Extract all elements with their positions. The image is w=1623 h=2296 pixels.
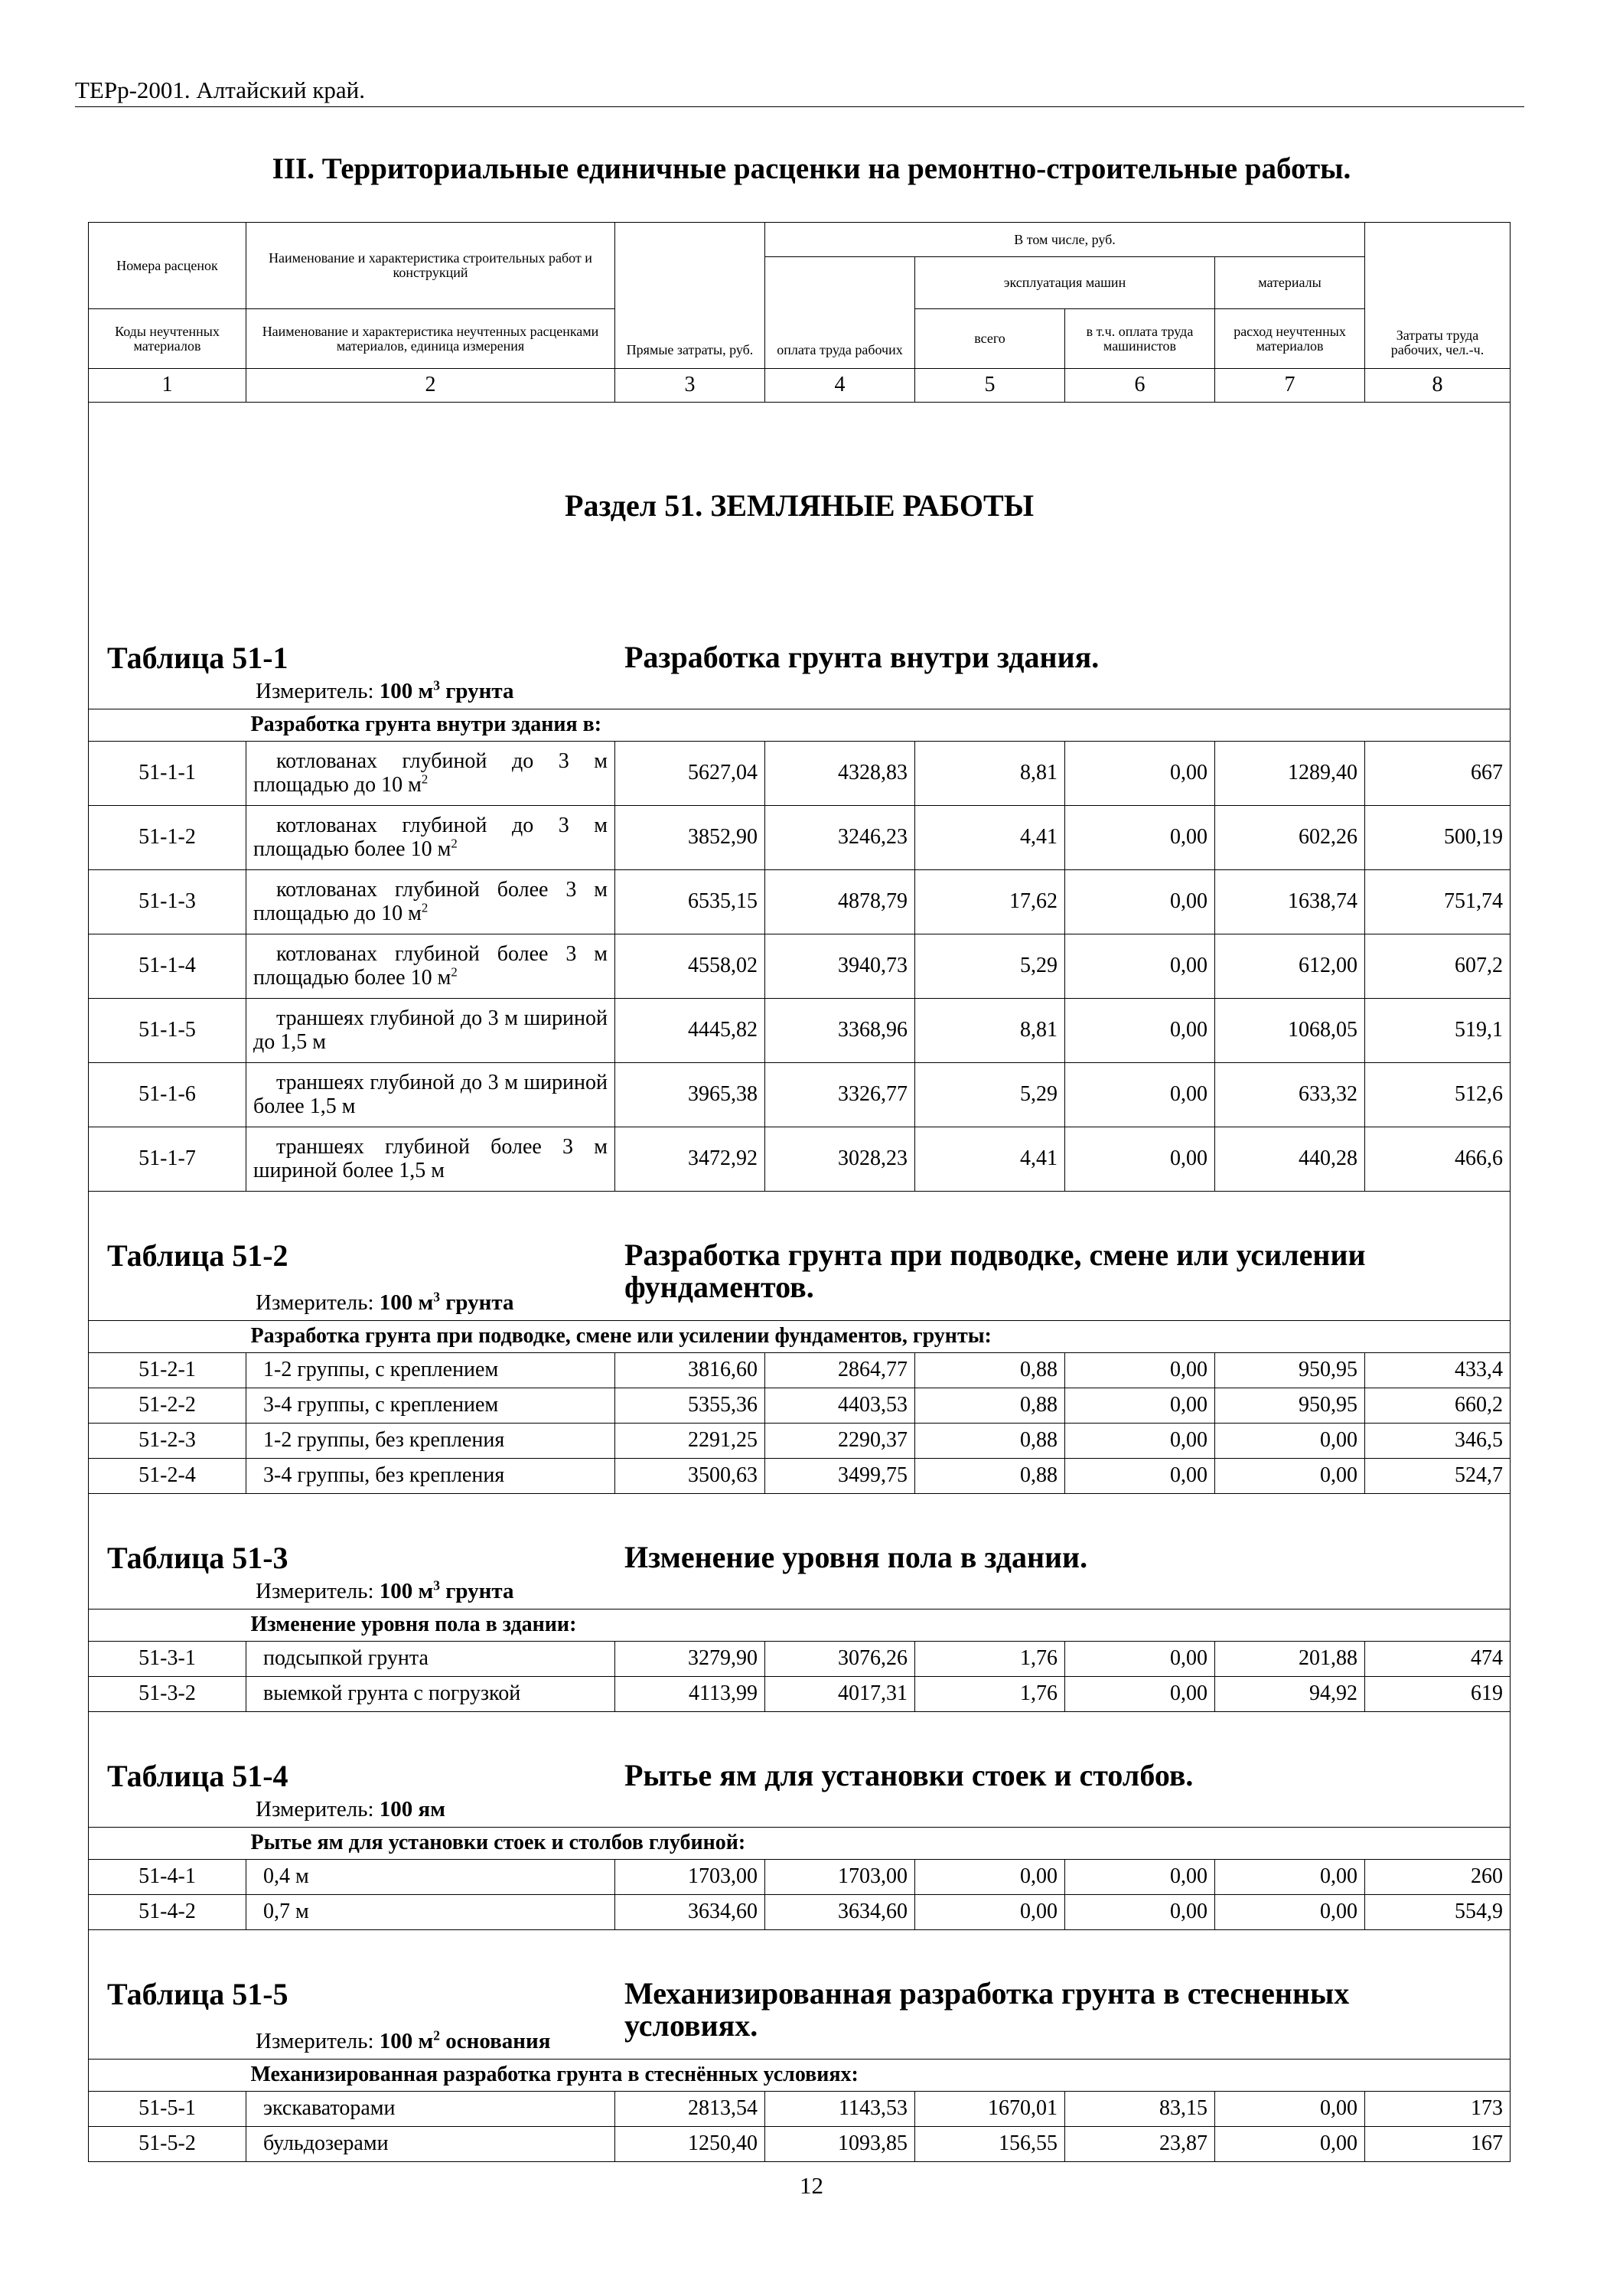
value-mpay: 83,15: [1065, 2092, 1215, 2127]
value-mach: 5,29: [915, 1063, 1065, 1127]
header-material-codes: Коды неучтенных материалов: [89, 309, 246, 369]
work-name-text: подсыпкой грунта: [263, 1646, 429, 1671]
table-label: Таблица 51-3: [107, 1541, 288, 1575]
value-mat: 1289,40: [1215, 742, 1365, 806]
value-mat: 0,00: [1215, 1860, 1365, 1895]
value-labor: 512,6: [1365, 1063, 1511, 1127]
value-pay: 4017,31: [765, 1677, 915, 1712]
table-measure: [256, 2027, 551, 2054]
group-code-cell: [89, 1321, 246, 1353]
work-name-text: траншеях глубиной до 3 м шириной более 1,5 м: [253, 1070, 608, 1118]
table-row: [89, 870, 1511, 934]
group-code-cell: [89, 709, 246, 742]
work-name-power: 2: [451, 964, 458, 980]
group-title: Разработка грунта при подводке, смене или усилении фундаментов, грунты:: [246, 1321, 1511, 1353]
rate-code: 51-1-5: [89, 999, 246, 1063]
work-name: [246, 806, 615, 870]
group-title: Разработка грунта внутри здания в:: [246, 709, 1511, 742]
work-name-power: 2: [421, 900, 429, 915]
work-name-text: 3-4 группы, с креплением: [263, 1393, 499, 1417]
value-mpay: 0,00: [1065, 1677, 1215, 1712]
value-direct: 4445,82: [615, 999, 765, 1063]
measure-prefix: Измеритель:: [256, 1290, 374, 1316]
value-labor: 500,19: [1365, 806, 1511, 870]
value-mat: 633,32: [1215, 1063, 1365, 1127]
group-title: Механизированная разработка грунта в стеснённых условиях:: [246, 2060, 1511, 2092]
value-direct: 4113,99: [615, 1677, 765, 1712]
value-mach: 5,29: [915, 934, 1065, 999]
value-labor: 167: [1365, 2127, 1511, 2162]
value-mach: 1670,01: [915, 2092, 1065, 2127]
value-pay: 1143,53: [765, 2092, 915, 2127]
work-name: [246, 1895, 615, 1930]
value-labor: 524,7: [1365, 1459, 1511, 1494]
work-name: [246, 934, 615, 999]
table-row: [89, 1459, 1511, 1494]
value-direct: 3279,90: [615, 1642, 765, 1677]
rate-code: 51-5-1: [89, 2092, 246, 2127]
work-name: [246, 742, 615, 806]
measure-unit-power: 3: [433, 1289, 440, 1305]
value-mpay: 0,00: [1065, 1127, 1215, 1192]
table-heading: [89, 1712, 1511, 1828]
value-mat: 1068,05: [1215, 999, 1365, 1063]
measure-object: грунта: [440, 1290, 514, 1316]
value-mat: 0,00: [1215, 1424, 1365, 1459]
value-direct: 3816,60: [615, 1353, 765, 1388]
measure-prefix: Измеритель:: [256, 2029, 374, 2054]
value-mpay: 0,00: [1065, 999, 1215, 1063]
value-direct: 3472,92: [615, 1127, 765, 1192]
table-heading: [89, 1494, 1511, 1609]
section-row: [89, 403, 1511, 595]
value-direct: 1703,00: [615, 1860, 765, 1895]
work-name-text: бульдозерами: [263, 2131, 389, 2156]
group-title: Рытье ям для установки стоек и столбов глубиной:: [246, 1828, 1511, 1860]
column-number: 5: [915, 369, 1065, 403]
value-mat: 94,92: [1215, 1677, 1365, 1712]
work-name: [246, 2127, 615, 2162]
rate-code: 51-1-2: [89, 806, 246, 870]
value-direct: 5355,36: [615, 1388, 765, 1424]
value-direct: 1250,40: [615, 2127, 765, 2162]
rate-code: 51-1-4: [89, 934, 246, 999]
value-mpay: 0,00: [1065, 806, 1215, 870]
value-pay: 4328,83: [765, 742, 915, 806]
work-name: [246, 1677, 615, 1712]
value-pay: 3326,77: [765, 1063, 915, 1127]
work-name: [246, 870, 615, 934]
value-direct: 3852,90: [615, 806, 765, 870]
value-labor: 433,4: [1365, 1353, 1511, 1388]
measure-prefix: Измеритель:: [256, 679, 374, 704]
work-name-text: экскаваторами: [263, 2096, 396, 2121]
value-direct: 3634,60: [615, 1895, 765, 1930]
value-labor: 667: [1365, 742, 1511, 806]
group-row: [89, 1828, 1511, 1860]
rate-code: 51-2-4: [89, 1459, 246, 1494]
rate-code: 51-3-1: [89, 1642, 246, 1677]
table-row: [89, 1642, 1511, 1677]
value-labor: 260: [1365, 1860, 1511, 1895]
measure-unit: 100 ям: [379, 1797, 445, 1822]
value-mach: 8,81: [915, 999, 1065, 1063]
group-code-cell: [89, 1609, 246, 1642]
value-mpay: 0,00: [1065, 1353, 1215, 1388]
value-labor: 173: [1365, 2092, 1511, 2127]
value-pay: 4403,53: [765, 1388, 915, 1424]
rate-code: 51-2-3: [89, 1424, 246, 1459]
rate-code: 51-1-6: [89, 1063, 246, 1127]
column-number: 4: [765, 369, 915, 403]
work-name: [246, 1860, 615, 1895]
value-labor: 519,1: [1365, 999, 1511, 1063]
work-name: [246, 1424, 615, 1459]
value-mach: 4,41: [915, 1127, 1065, 1192]
header-labor: Затраты труда рабочих, чел.-ч.: [1365, 223, 1511, 369]
group-row: [89, 2060, 1511, 2092]
group-row: [89, 1609, 1511, 1642]
measure-unit: 100 м: [379, 1579, 434, 1604]
value-labor: 474: [1365, 1642, 1511, 1677]
group-title: Изменение уровня пола в здании:: [246, 1609, 1511, 1642]
header-materials: материалы: [1215, 257, 1365, 309]
work-name-text: котлованах глубиной более 3 м площадью более 10 м: [253, 941, 608, 990]
value-mat: 0,00: [1215, 1459, 1365, 1494]
measure-object: основания: [440, 2029, 551, 2054]
column-number: 8: [1365, 369, 1511, 403]
value-direct: 3500,63: [615, 1459, 765, 1494]
table-row: [89, 1127, 1511, 1192]
value-mat: 0,00: [1215, 1895, 1365, 1930]
value-direct: 3965,38: [615, 1063, 765, 1127]
table-row: [89, 2127, 1511, 2162]
value-mach: 0,88: [915, 1424, 1065, 1459]
table-label: Таблица 51-1: [107, 641, 288, 675]
value-mat: 0,00: [1215, 2092, 1365, 2127]
table-row: [89, 1895, 1511, 1930]
table-row: [89, 742, 1511, 806]
group-row: [89, 709, 1511, 742]
value-pay: 1093,85: [765, 2127, 915, 2162]
value-labor: 466,6: [1365, 1127, 1511, 1192]
value-mach: 1,76: [915, 1642, 1065, 1677]
header-including: В том числе, руб.: [765, 223, 1365, 257]
table-row: [89, 1353, 1511, 1388]
value-mach: 0,88: [915, 1459, 1065, 1494]
work-name-text: котлованах глубиной более 3 м площадью до 10 м: [253, 877, 608, 925]
value-pay: 4878,79: [765, 870, 915, 934]
table-title: Разработка грунта внутри здания.: [624, 640, 1100, 674]
rate-code: 51-3-2: [89, 1677, 246, 1712]
measure-unit: 100 м: [379, 2029, 434, 2054]
value-mat: 602,26: [1215, 806, 1365, 870]
table-heading-row: [89, 1494, 1511, 1609]
table-label: Таблица 51-5: [107, 1977, 288, 2011]
table-title: Изменение уровня пола в здании.: [624, 1540, 1088, 1574]
work-name-text: выемкой грунта с погрузкой: [263, 1681, 521, 1706]
work-name: [246, 1459, 615, 1494]
value-pay: 3499,75: [765, 1459, 915, 1494]
table-heading-row: [89, 594, 1511, 709]
value-pay: 3368,96: [765, 999, 915, 1063]
value-mach: 0,00: [915, 1895, 1065, 1930]
table-title: Механизированная разработка грунта в стесненных условиях.: [624, 1976, 1350, 2043]
table-row: [89, 1063, 1511, 1127]
value-labor: 751,74: [1365, 870, 1511, 934]
work-name-text: котлованах глубиной до 3 м площадью до 10 м: [253, 748, 608, 797]
work-name: [246, 1127, 615, 1192]
rate-code: 51-4-1: [89, 1860, 246, 1895]
table-label: Таблица 51-2: [107, 1238, 288, 1273]
work-name-text: 1-2 группы, с креплением: [263, 1358, 499, 1382]
group-code-cell: [89, 1828, 246, 1860]
value-labor: 660,2: [1365, 1388, 1511, 1424]
value-mpay: 0,00: [1065, 1388, 1215, 1424]
header-rate-numbers: Номера расценок: [89, 223, 246, 309]
value-mach: 0,00: [915, 1860, 1065, 1895]
rate-code: 51-2-2: [89, 1388, 246, 1424]
table-measure: [256, 1798, 445, 1822]
value-direct: 2813,54: [615, 2092, 765, 2127]
value-direct: 2291,25: [615, 1424, 765, 1459]
work-name: [246, 1388, 615, 1424]
group-row: [89, 1321, 1511, 1353]
value-pay: 1703,00: [765, 1860, 915, 1895]
value-labor: 607,2: [1365, 934, 1511, 999]
table-measure: [256, 677, 514, 704]
rate-code: 51-4-2: [89, 1895, 246, 1930]
header-direct-costs: Прямые затраты, руб.: [615, 223, 765, 369]
value-mpay: 0,00: [1065, 1063, 1215, 1127]
table-label: Таблица 51-4: [107, 1759, 288, 1793]
value-direct: 6535,15: [615, 870, 765, 934]
value-labor: 346,5: [1365, 1424, 1511, 1459]
value-mpay: 23,87: [1065, 2127, 1215, 2162]
value-pay: 2290,37: [765, 1424, 915, 1459]
value-mat: 1638,74: [1215, 870, 1365, 934]
table-title: Разработка грунта при подводке, смене или усилении фундаментов.: [624, 1238, 1366, 1304]
value-mach: 0,88: [915, 1353, 1065, 1388]
work-name-text: 3-4 группы, без крепления: [263, 1463, 505, 1488]
work-name: [246, 1642, 615, 1677]
rates-table: [88, 222, 1511, 2162]
value-mat: 0,00: [1215, 2127, 1365, 2162]
table-heading-row: [89, 1712, 1511, 1828]
value-mach: 1,76: [915, 1677, 1065, 1712]
table-row: [89, 1388, 1511, 1424]
work-name-text: 1-2 группы, без крепления: [263, 1428, 505, 1453]
header-machines-total: всего: [915, 309, 1065, 369]
value-mpay: 0,00: [1065, 934, 1215, 999]
table-heading: [89, 1192, 1511, 1321]
work-name-text: траншеях глубиной до 3 м шириной до 1,5 м: [253, 1006, 608, 1054]
work-name-text: 0,7 м: [263, 1900, 309, 1924]
value-mat: 440,28: [1215, 1127, 1365, 1192]
table-heading-row: [89, 1930, 1511, 2060]
measure-prefix: Измеритель:: [256, 1579, 374, 1604]
value-labor: 554,9: [1365, 1895, 1511, 1930]
measure-object: грунта: [440, 679, 514, 704]
table-row: [89, 1424, 1511, 1459]
table-row: [89, 1860, 1511, 1895]
value-labor: 619: [1365, 1677, 1511, 1712]
table-heading-row: [89, 1192, 1511, 1321]
rate-code: 51-1-3: [89, 870, 246, 934]
work-name: [246, 999, 615, 1063]
measure-unit-power: 3: [433, 1577, 440, 1593]
group-code-cell: [89, 2060, 246, 2092]
table-heading: [89, 1930, 1511, 2060]
value-mat: 950,95: [1215, 1353, 1365, 1388]
value-mpay: 0,00: [1065, 1424, 1215, 1459]
table-row: [89, 2092, 1511, 2127]
value-direct: 5627,04: [615, 742, 765, 806]
work-name-power: 2: [451, 836, 458, 851]
header-workers-pay: оплата труда рабочих: [765, 257, 915, 369]
column-number: 7: [1215, 369, 1365, 403]
work-name-text: котлованах глубиной до 3 м площадью более 10 м: [253, 813, 608, 861]
header-row-1: [89, 223, 1511, 257]
page-number: 12: [800, 2172, 823, 2199]
value-mach: 156,55: [915, 2127, 1065, 2162]
value-pay: 3076,26: [765, 1642, 915, 1677]
page-title: III. Территориальные единичные расценки на ремонтно-строительные работы.: [272, 152, 1351, 185]
header-material-name: Наименование и характеристика неучтенных расценками материалов, единица измерения: [246, 309, 615, 369]
column-number: 1: [89, 369, 246, 403]
header-machinists-pay: в т.ч. оплата труда машинистов: [1065, 309, 1215, 369]
value-pay: 3246,23: [765, 806, 915, 870]
measure-prefix: Измеритель:: [256, 1797, 374, 1822]
value-mach: 17,62: [915, 870, 1065, 934]
measure-unit-power: 2: [433, 2027, 440, 2043]
rate-code: 51-5-2: [89, 2127, 246, 2162]
column-number: 3: [615, 369, 765, 403]
work-name-text: траншеях глубиной более 3 м шириной более 1,5 м: [253, 1134, 608, 1182]
value-mach: 4,41: [915, 806, 1065, 870]
work-name: [246, 2092, 615, 2127]
value-mpay: 0,00: [1065, 742, 1215, 806]
header-rule: [75, 106, 1524, 107]
table-row: [89, 1677, 1511, 1712]
rate-code: 51-1-1: [89, 742, 246, 806]
work-name-text: 0,4 м: [263, 1864, 309, 1889]
value-mat: 612,00: [1215, 934, 1365, 999]
work-name-power: 2: [421, 771, 429, 787]
value-direct: 4558,02: [615, 934, 765, 999]
section-title: Раздел 51. ЗЕМЛЯНЫЕ РАБОТЫ: [89, 403, 1511, 595]
value-pay: 2864,77: [765, 1353, 915, 1388]
measure-unit-power: 3: [433, 677, 440, 693]
column-numbers-row: [89, 369, 1511, 403]
measure-unit: 100 м: [379, 679, 434, 704]
value-mat: 950,95: [1215, 1388, 1365, 1424]
value-mpay: 0,00: [1065, 1860, 1215, 1895]
table-heading: [89, 594, 1511, 709]
rate-code: 51-1-7: [89, 1127, 246, 1192]
table-row: [89, 806, 1511, 870]
table-title: Рытье ям для установки стоек и столбов.: [624, 1758, 1194, 1792]
measure-unit: 100 м: [379, 1290, 434, 1316]
rate-code: 51-2-1: [89, 1353, 246, 1388]
value-mach: 8,81: [915, 742, 1065, 806]
header-work-name: Наименование и характеристика строительных работ и конструкций: [246, 223, 615, 309]
measure-object: грунта: [440, 1579, 514, 1604]
value-mpay: 0,00: [1065, 1459, 1215, 1494]
value-mpay: 0,00: [1065, 1895, 1215, 1930]
value-pay: 3028,23: [765, 1127, 915, 1192]
value-mach: 0,88: [915, 1388, 1065, 1424]
value-pay: 3940,73: [765, 934, 915, 999]
table-measure: [256, 1291, 513, 1316]
table-row: [89, 934, 1511, 999]
work-name: [246, 1353, 615, 1388]
header-machines: эксплуатация машин: [915, 257, 1215, 309]
value-pay: 3634,60: [765, 1895, 915, 1930]
header-materials-use: расход неучтенных материалов: [1215, 309, 1365, 369]
column-number: 2: [246, 369, 615, 403]
value-mpay: 0,00: [1065, 1642, 1215, 1677]
table-row: [89, 999, 1511, 1063]
column-number: 6: [1065, 369, 1215, 403]
work-name: [246, 1063, 615, 1127]
value-mat: 201,88: [1215, 1642, 1365, 1677]
running-header: ТЕРр-2001. Алтайский край.: [75, 77, 365, 103]
value-mpay: 0,00: [1065, 870, 1215, 934]
table-measure: [256, 1577, 514, 1604]
